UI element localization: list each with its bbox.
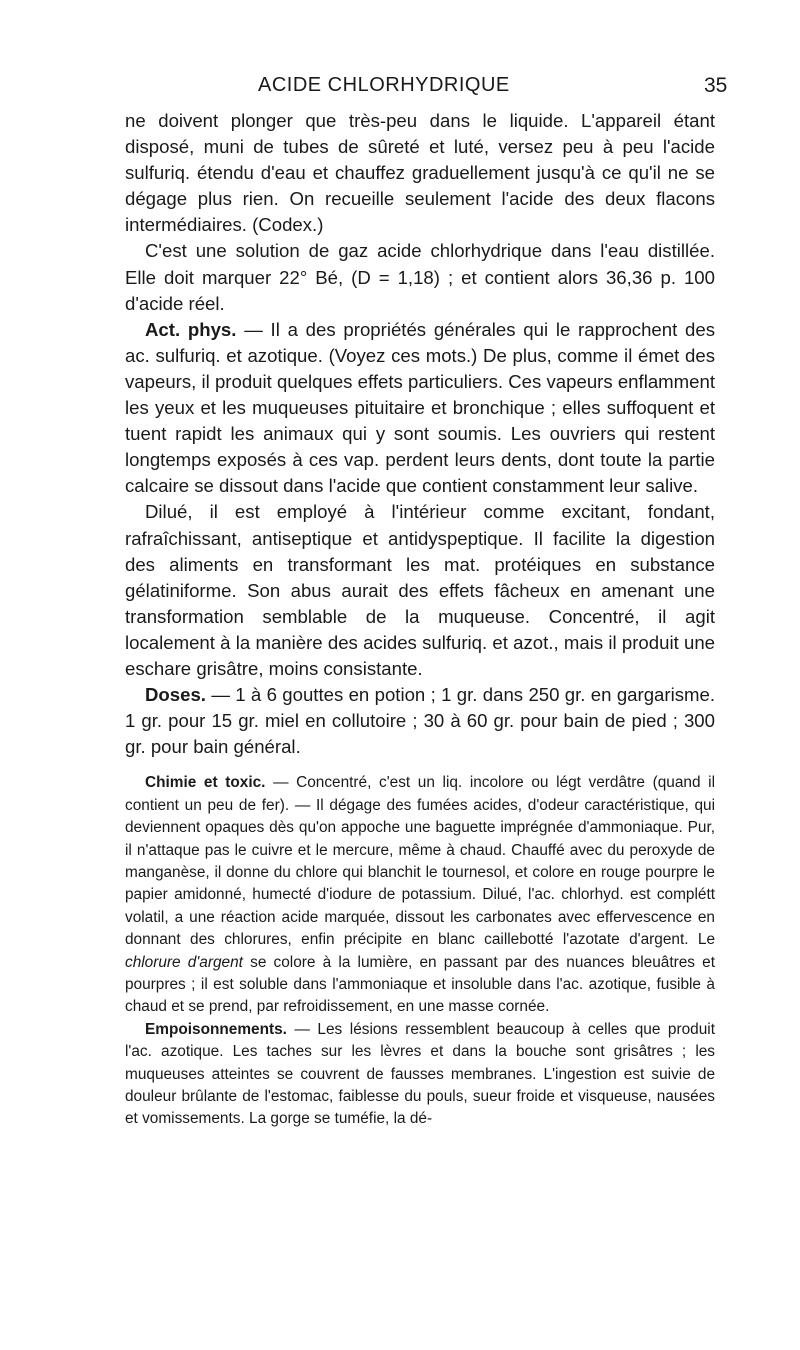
running-head: ACIDE CHLORHYDRIQUE: [258, 74, 510, 96]
paragraph-doses: [125, 682, 715, 760]
paragraph-text: — Les lésions ressemblent beaucoup à celles que produit l'ac. azotique. Les taches sur les lèvres et dans la bouche sont grisâtres ; les muqueuses atteintes se couvrent de fausses membranes. L'ingestion est suivie de douleur brûlante de l'estomac, faiblesse du pouls, sueur froide et visqueuse, nausées et vomissements. La gorge se tuméfie, la dé-: [125, 1020, 715, 1128]
body-text: [125, 108, 715, 1131]
paragraph-text: — Concentré, c'est un liq. incolore ou légt verdâtre (quand il contient un peu de fer). — Il dégage des fumées acides, d'odeur caractéristique, qui deviennent opaques dès qu'on appoche une baguette imprégnée d'ammoniaque. Pur, il n'attaque pas le cuivre et le mercure, même à chaud. Chauffé avec du peroxyde de manganèse, il donne du chlore qui blanchit le tournesol, et colore en rouge pourpre le papier amidonné, humecté d'iodure de potassium. Dilué, l'ac. chlorhyd. est complétt volatil, a une réaction acide marquée, dissout les carbonates avec effervescence en donnant des chlorures, enfin précipite en blanc caillebotté l'azotate d'argent. Le: [125, 774, 715, 949]
page-number: 35: [704, 74, 728, 97]
paragraph-text: — 1 à 6 gouttes en potion ; 1 gr. dans 250 gr. en gargarisme. 1 gr. pour 15 gr. miel en collutoire ; 30 à 60 gr. pour bain de pied ; 300 gr. pour bain général.: [125, 684, 715, 758]
paragraph-empoisonnements: [125, 1019, 715, 1131]
section-lead-act-phys: Act. phys.: [145, 318, 237, 340]
paragraph-usage: Dilué, il est employé à l'intérieur comme excitant, fondant, rafraîchissant, antiseptique et antidyspeptique. Il facilite la digestion des aliments en transformant les mat. protéiques en substance gélatiniforme. Son abus aurait des effets fâcheux en amenant une transformation semblable de la muqueuse. Concentré, il agit localement à la manière des acides sulfuriq. et azot., mais il produit une eschare grisâtre, moins consistante.: [125, 501, 715, 679]
paragraph-solution: C'est une solution de gaz acide chlorhydrique dans l'eau distillée. Elle doit marquer 22° Bé, (D = 1,18) ; et contient alors 36,36 p. 100 d'acide réel.: [125, 240, 715, 314]
paragraph-chimie: [125, 772, 715, 1018]
section-lead-chimie: Chimie et toxic.: [145, 774, 266, 792]
section-lead-empoisonnements: Empoisonnements.: [145, 1020, 287, 1038]
paragraph-apparatus: ne doivent plonger que très-peu dans le liquide. L'appareil étant disposé, muni de tubes de sûreté et luté, versez peu à peu l'acide sulfuriq. étendu d'eau et chauffez graduellement jusqu'à ce qu'il ne se dégage plus rien. On recueille seulement l'acide des deux flacons intermédiaires. (Codex.): [125, 110, 715, 236]
italic-term: chlorure d'argent: [125, 953, 243, 971]
paragraph-text: se colore à la lumière, en passant par des nuances bleuâtres et pourpres ; il est soluble dans l'ammoniaque et insoluble dans l'ac. azotique, fusible à chaud et se prend, par refroidissement, en une masse cornée.: [125, 953, 715, 1016]
section-lead-doses: Doses.: [145, 684, 206, 706]
paragraph-text: — Il a des propriétés générales qui le rapprochent des ac. sulfuriq. et azotique. (Voyez ces mots.) De plus, comme il émet des vapeurs, il produit quelques effets particuliers. Ces vapeurs enflamment les yeux et les muqueuses pituitaire et bronchique ; elles suffoquent et tuent rapidt les animaux qui y sont soumis. Les ouvriers qui restent longtemps exposés à ces vap. perdent leurs dents, dont toute la partie calcaire se dissout dans l'acide que contient constamment leur salive.: [125, 318, 716, 497]
paragraph-action-physiologique: [125, 317, 715, 500]
page-header: [0, 74, 800, 104]
